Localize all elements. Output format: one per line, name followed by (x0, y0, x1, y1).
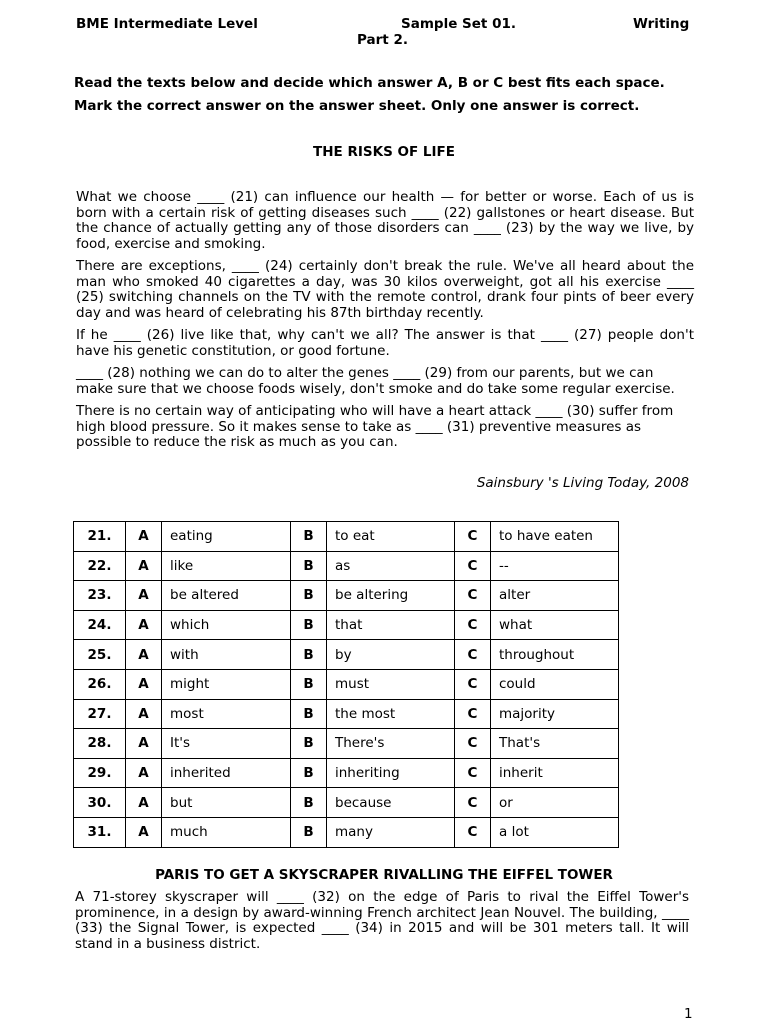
option-letter-c: C (455, 640, 491, 670)
option-letter-c: C (455, 581, 491, 611)
table-row (74, 551, 619, 581)
option-letter-b: B (291, 699, 327, 729)
option-b-text: to eat (327, 522, 455, 552)
option-letter-c: C (455, 788, 491, 818)
article-1-paragraph-2: There are exceptions, ____ (24) certainly don't break the rule. We've all heard about the man who smoked 40 cigarettes a day, was 30 kilos overweight, got all his exercise ____ (25) switching channels on the TV with the remote control, drank four pints of beer every day and was heard of celebrating his 87th birthday recently. (76, 258, 694, 321)
article-1-paragraph-3: If he ____ (26) live like that, why can't we all? The answer is that ____ (27) people don't have his genetic constitution, or good fortune. (76, 327, 694, 359)
option-letter-c: C (455, 817, 491, 847)
option-c-text: alter (491, 581, 619, 611)
option-a-text: It's (162, 729, 291, 759)
table-row (74, 699, 619, 729)
option-c-text: inherit (491, 758, 619, 788)
option-letter-a: A (126, 758, 162, 788)
article-1-title: THE RISKS OF LIFE (313, 144, 455, 160)
option-letter-a: A (126, 788, 162, 818)
option-letter-c: C (455, 758, 491, 788)
header-part: Part 2. (357, 32, 408, 48)
option-c-text: could (491, 669, 619, 699)
option-b-text: must (327, 669, 455, 699)
option-letter-b: B (291, 610, 327, 640)
question-number: 29. (74, 758, 126, 788)
option-letter-b: B (291, 788, 327, 818)
option-letter-a: A (126, 610, 162, 640)
option-letter-a: A (126, 729, 162, 759)
option-b-text: There's (327, 729, 455, 759)
question-number: 22. (74, 551, 126, 581)
option-a-text: be altered (162, 581, 291, 611)
option-letter-a: A (126, 522, 162, 552)
option-c-text: majority (491, 699, 619, 729)
option-letter-b: B (291, 758, 327, 788)
question-number: 21. (74, 522, 126, 552)
option-letter-a: A (126, 551, 162, 581)
option-a-text: most (162, 699, 291, 729)
instruction-line-2: Mark the correct answer on the answer sheet. Only one answer is correct. (74, 98, 640, 114)
page-number: 1 (684, 1006, 693, 1022)
option-b-text: many (327, 817, 455, 847)
option-letter-b: B (291, 522, 327, 552)
option-a-text: like (162, 551, 291, 581)
header-left: BME Intermediate Level (76, 16, 258, 32)
option-b-text: the most (327, 699, 455, 729)
table-row (74, 758, 619, 788)
option-c-text: what (491, 610, 619, 640)
question-number: 24. (74, 610, 126, 640)
option-b-text: because (327, 788, 455, 818)
option-letter-a: A (126, 581, 162, 611)
option-c-text: throughout (491, 640, 619, 670)
option-letter-c: C (455, 729, 491, 759)
table-row (74, 640, 619, 670)
table-row (74, 669, 619, 699)
option-letter-a: A (126, 699, 162, 729)
header-center: Sample Set 01. (401, 16, 516, 32)
question-number: 26. (74, 669, 126, 699)
option-c-text: or (491, 788, 619, 818)
table-row (74, 581, 619, 611)
question-number: 31. (74, 817, 126, 847)
option-letter-b: B (291, 640, 327, 670)
option-letter-c: C (455, 551, 491, 581)
question-number: 30. (74, 788, 126, 818)
option-a-text: with (162, 640, 291, 670)
option-letter-c: C (455, 669, 491, 699)
option-a-text: much (162, 817, 291, 847)
article-1-paragraph-5: There is no certain way of anticipating who will have a heart attack ____ (30) suffer from high blood pressure. So it makes sense to take as ____ (31) preventive measures as possible to reduce the risk as much as you can. (76, 403, 674, 450)
article-2-title: PARIS TO GET A SKYSCRAPER RIVALLING THE EIFFEL TOWER (155, 867, 613, 883)
table-row (74, 788, 619, 818)
article-1-source: Sainsbury 's Living Today, 2008 (476, 475, 689, 491)
option-a-text: which (162, 610, 291, 640)
instruction-line-1: Read the texts below and decide which answer A, B or C best fits each space. (74, 75, 665, 91)
option-letter-c: C (455, 522, 491, 552)
option-b-text: be altering (327, 581, 455, 611)
question-number: 27. (74, 699, 126, 729)
option-letter-a: A (126, 640, 162, 670)
option-c-text: a lot (491, 817, 619, 847)
question-number: 25. (74, 640, 126, 670)
option-c-text: That's (491, 729, 619, 759)
article-1-body (76, 190, 694, 458)
option-letter-c: C (455, 610, 491, 640)
option-letter-b: B (291, 551, 327, 581)
table-row (74, 729, 619, 759)
table-row (74, 817, 619, 847)
question-number: 23. (74, 581, 126, 611)
option-letter-b: B (291, 669, 327, 699)
option-b-text: inheriting (327, 758, 455, 788)
article-1-paragraph-4: ____ (28) nothing we can do to alter the genes ____ (29) from our parents, but we can make sure that we choose foods wisely, don't smoke and do take some regular exercise. (76, 365, 675, 397)
header-right: Writing (633, 16, 690, 32)
table-row (74, 522, 619, 552)
option-letter-a: A (126, 817, 162, 847)
option-c-text: to have eaten (491, 522, 619, 552)
option-a-text: but (162, 788, 291, 818)
option-c-text: -- (491, 551, 619, 581)
option-b-text: as (327, 551, 455, 581)
option-letter-c: C (455, 699, 491, 729)
option-letter-a: A (126, 669, 162, 699)
option-a-text: might (162, 669, 291, 699)
article-2-body: A 71-storey skyscraper will ____ (32) on the edge of Paris to rival the Eiffel Tower's prominence, in a design by award-winning French architect Jean Nouvel. The building, ____ (33) the Signal Tower, is expected ____ (34) in 2015 and will be 301 meters tall. It will stand in a business district. (75, 889, 689, 952)
option-a-text: inherited (162, 758, 291, 788)
option-b-text: by (327, 640, 455, 670)
answer-table (73, 521, 619, 848)
question-number: 28. (74, 729, 126, 759)
option-letter-b: B (291, 817, 327, 847)
option-letter-b: B (291, 729, 327, 759)
article-1-paragraph-1: What we choose ____ (21) can influence our health — for better or worse. Each of us is born with a certain risk of getting diseases such ____ (22) gallstones or heart disease. But the chance of actually getting any of those disorders can ____ (23) by the way we live, by food, exercise and smoking. (76, 189, 694, 252)
option-a-text: eating (162, 522, 291, 552)
option-b-text: that (327, 610, 455, 640)
option-letter-b: B (291, 581, 327, 611)
table-row (74, 610, 619, 640)
